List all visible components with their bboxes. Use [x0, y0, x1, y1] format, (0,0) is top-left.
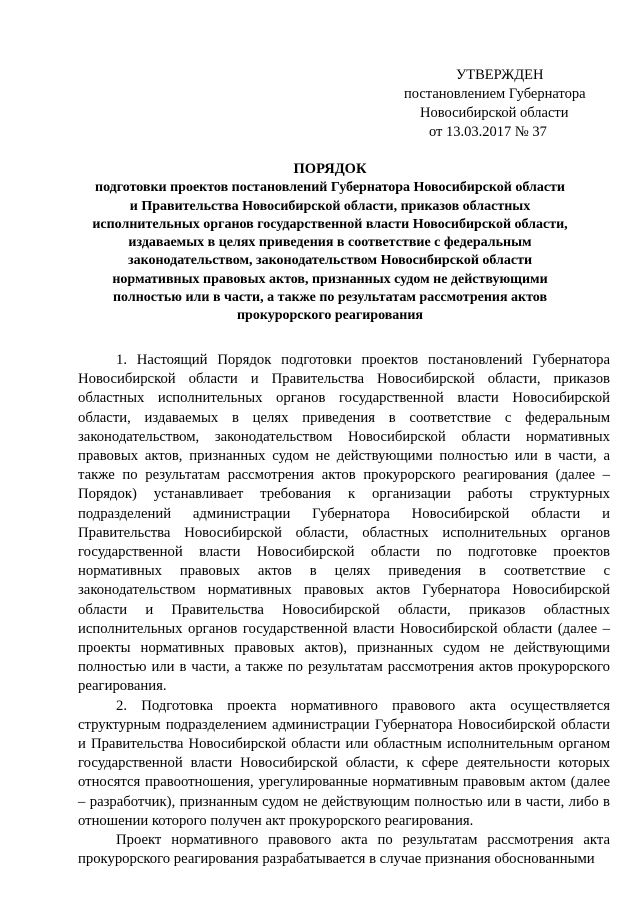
title-line: законодательством, законодательством Новосибирской области [127, 253, 533, 269]
title-line: нормативных правовых актов, признанных судом не действующими [112, 271, 548, 287]
paragraph-3: Проект нормативного правового акта по результатам рассмотрения акта прокурорского реагирования разрабатывается в случае признания обоснованными [78, 832, 610, 868]
title-line: и Правительства Новосибирской области, приказов областных [129, 198, 531, 214]
title-line: исполнительных органов государственной власти Новосибирской области, [92, 216, 568, 232]
document-body [78, 351, 610, 869]
title-line: прокурорского реагирования [236, 308, 424, 324]
document-title [60, 160, 600, 326]
title-line: издаваемых в целях приведения в соответствие с федеральным [128, 235, 532, 251]
approval-date-number: от 13.03.2017 № 37 [429, 124, 547, 140]
approval-heading: УТВЕРЖДЕН [456, 67, 544, 83]
approval-stamp [380, 66, 620, 142]
title-line: подготовки проектов постановлений Губернатора Новосибирской области [95, 180, 565, 196]
approval-region: Новосибирской области [420, 105, 569, 121]
title-heading: ПОРЯДОК [293, 161, 367, 177]
paragraph-2: 2. Подготовка проекта нормативного правового акта осуществляется структурным подразделением администрации Губернатора Новосибирской области и Правительства Новосибирской области или областным исполнительным органом государственной власти Новосибирской области, к сфере деятельности которых относятся правоотношения, урегулированные нормативным правовым актом (далее – разработчик), признанным судом не действующим полностью или в части, либо в отношении которого получен акт прокурорского реагирования. [78, 697, 610, 829]
approval-resolution: постановлением Губернатора [404, 86, 586, 102]
title-line: полностью или в части, а также по результатам рассмотрения актов [112, 290, 548, 306]
paragraph-1: 1. Настоящий Порядок подготовки проектов постановлений Губернатора Новосибирской области и Правительства Новосибирской области, приказов областных исполнительных органов государственной власти Новосибирской области, издаваемых в целях приведения в соответствие с федеральным законодательством, законодательством Новосибирской области нормативных правовых актов, признанных судом не действующими полностью или в части, а также по результатам рассмотрения актов прокурорского реагирования (далее – Порядок) устанавливает требования к организации работы структурных подразделений администрации Губернатора Новосибирской области и Правительства Новосибирской области, областных исполнительных органов государственной власти Новосибирской области по подготовке проектов нормативных правовых актов в целях приведения в соответствие с законодательством нормативных правовых актов Губернатора Новосибирской области и Правительства Новосибирской области, приказов областных исполнительных органов государственной власти Новосибирской области (далее – проекты нормативных правовых актов), признанных судом не действующими полностью или в части, а также по результатам рассмотрения актов прокурорского реагирования. [78, 352, 610, 695]
